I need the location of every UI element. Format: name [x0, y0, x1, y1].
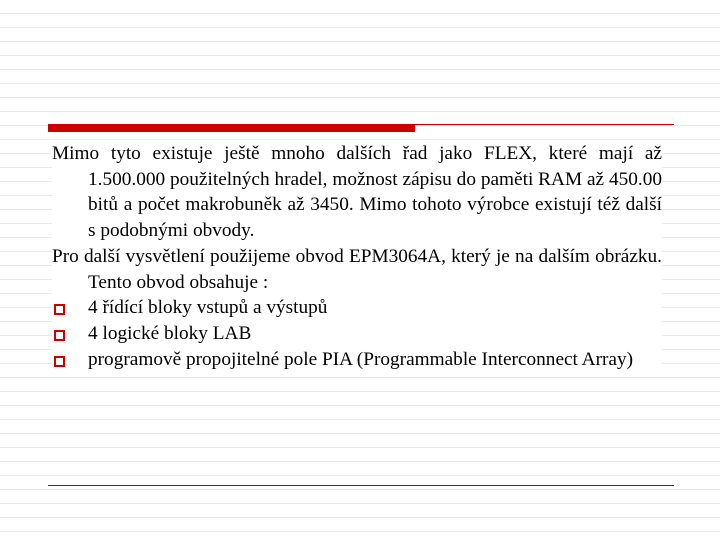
- bullet-pia: programově propojitelné pole PIA (Programmable Interconnect Array): [88, 348, 634, 370]
- title-accent-bar: [48, 124, 415, 132]
- paragraph-flex-series: Mimo tyto existuje ještě mnoho dalších řad jako FLEX, které mají až 1.500.000 použitelných hradel, možnost zápisu do paměti RAM až 450.00 bitů a počet makrobuněk až 3450. Mimo tohoto výrobce existují též další s podobnými obvody.: [52, 143, 662, 242]
- hollow-square-bullet-icon: [54, 330, 65, 341]
- hollow-square-bullet-icon: [54, 356, 65, 367]
- footer-rule-line: [48, 485, 674, 486]
- slide-body: [52, 141, 662, 372]
- title-rule-line: [415, 124, 674, 125]
- list-item: [52, 321, 662, 347]
- bullet-lab-blocks: 4 logické bloky LAB: [88, 322, 252, 344]
- list-item: [52, 295, 662, 321]
- paragraph-epm3064a: Pro další vysvětlení použijeme obvod EPM3064A, který je na dalším obrázku. Tento obvod obsahuje :: [52, 245, 662, 293]
- list-item: [52, 347, 662, 373]
- bullet-io-control-blocks: 4 řídící bloky vstupů a výstupů: [88, 297, 328, 319]
- hollow-square-bullet-icon: [54, 304, 65, 315]
